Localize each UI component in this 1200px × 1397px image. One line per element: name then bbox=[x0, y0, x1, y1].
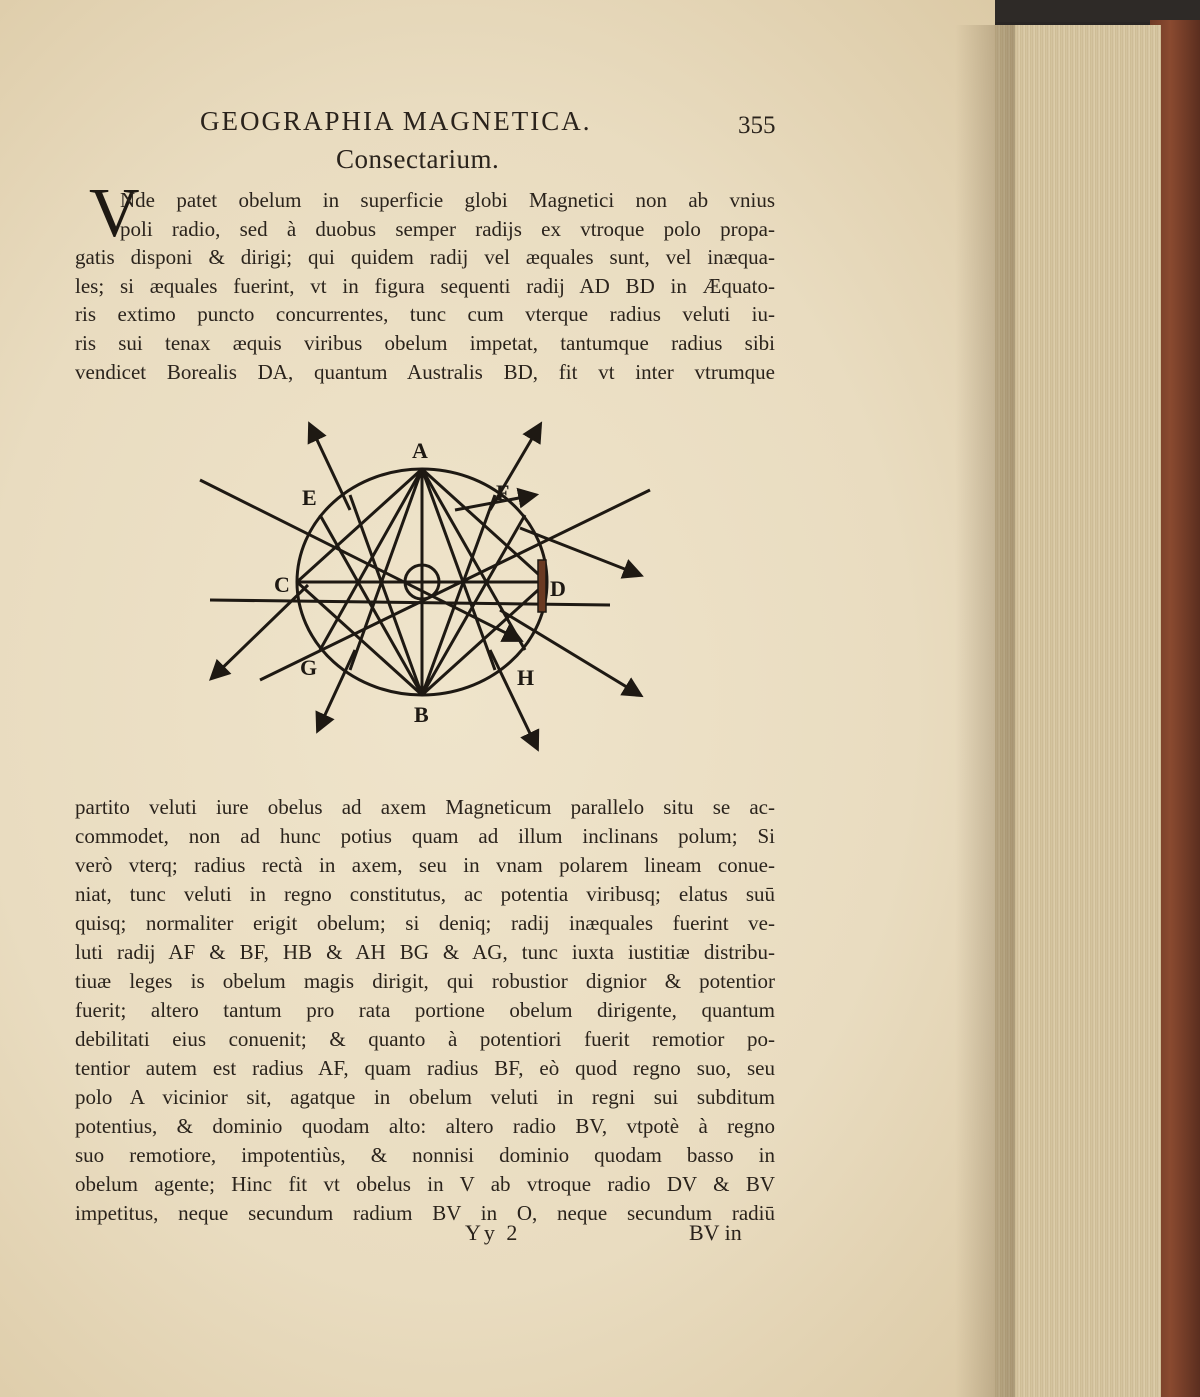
text-line: obelum agente; Hinc fit vt obelus in V ab vtroque radio DV & BV bbox=[75, 1172, 775, 1196]
text-line: luti radij AF & BF, HB & AH BG & AG, tunc iuxta iustitiæ distribu- bbox=[75, 940, 775, 964]
signature-mark: Yy 2 bbox=[465, 1220, 521, 1245]
gutter-shadow bbox=[955, 25, 1015, 1397]
text-line: ris sui tenax æquis viribus obelum impetat, tantumque radius sibi bbox=[75, 330, 775, 355]
drop-cap: V bbox=[89, 175, 140, 252]
label-a: A bbox=[412, 438, 428, 463]
text-line: poli radio, sed à duobus semper radijs ex vtroque polo propa- bbox=[120, 216, 775, 241]
page-footer bbox=[0, 1218, 995, 1254]
running-head-title: GEOGRAPHIA MAGNETICA. bbox=[200, 106, 592, 136]
label-c: C bbox=[274, 572, 290, 597]
text-line: Nde patet obelum in superficie globi Magnetici non ab vnius bbox=[120, 188, 775, 212]
text-line: partito veluti iure obelus ad axem Magneticum parallelo situ se ac- bbox=[75, 795, 775, 819]
paragraph-1 bbox=[75, 186, 775, 386]
page-stack-edges bbox=[990, 25, 1161, 1397]
label-e: E bbox=[302, 485, 317, 510]
text-line: vendicet Borealis DA, quantum Australis BD, fit vt inter vtrumque bbox=[75, 359, 775, 384]
text-line: niat, tunc veluti in regno constitutus, ac potentia viribusq; elatus suū bbox=[75, 882, 775, 906]
text-line: commodet, non ad hunc potius quam ad illum inclinans polum; Si bbox=[75, 824, 775, 848]
text-line: fuerit; altero tantum pro rata portione obelum dirigente, quantum bbox=[75, 998, 775, 1022]
label-f: F bbox=[496, 480, 510, 505]
label-b: B bbox=[414, 702, 429, 727]
text-line: debilitati eius conuenit; & quanto à potentiori fuerit remotior po- bbox=[75, 1027, 775, 1051]
text-line: quisq; normaliter erigit obelum; si deniq; radij inæquales fuerint ve- bbox=[75, 911, 775, 935]
text-line: impetitus, neque secundum radium BV in O, neque secundum radiū bbox=[75, 1201, 775, 1225]
label-g: G bbox=[300, 655, 318, 680]
text-line: polo A vicinior sit, agatque in obelum veluti in regni sui subditum bbox=[75, 1085, 775, 1109]
text-line: verò vterq; radius rectà in axem, seu in vnam polarem lineam conue- bbox=[75, 853, 775, 877]
page-number: 355 bbox=[738, 112, 776, 139]
text-line: potentius, & dominio quodam alto: altero radio BV, vtpotè à regno bbox=[75, 1114, 775, 1138]
text-line: gatis disponi & dirigi; qui quidem radij vel æquales sunt, vel inæqua- bbox=[75, 245, 775, 270]
catchword: BV in bbox=[689, 1220, 742, 1245]
label-h: H bbox=[517, 665, 535, 690]
running-head bbox=[0, 100, 995, 140]
text-line: tiuæ leges is obelum magis dirigit, qui robustior dignior & potentior bbox=[75, 969, 775, 993]
text-line: tentior autem est radius AF, quam radius BF, eò quod regno suo, seu bbox=[75, 1056, 775, 1080]
magnetic-globe-figure bbox=[190, 410, 660, 760]
text-line: les; si æquales fuerint, vt in figura sequenti radij AD BD in Æquato- bbox=[75, 273, 775, 298]
label-d: D bbox=[550, 576, 566, 601]
section-heading: Consectarium. bbox=[336, 144, 500, 174]
paragraph-2 bbox=[75, 793, 775, 1228]
needle-obelus bbox=[538, 560, 546, 612]
text-line: suo remotiore, impotentiùs, & nonnisi dominio quodam basso in bbox=[75, 1143, 775, 1167]
text-line: ris extimo puncto concurrentes, tunc cum vterque radius veluti iu- bbox=[75, 302, 775, 327]
